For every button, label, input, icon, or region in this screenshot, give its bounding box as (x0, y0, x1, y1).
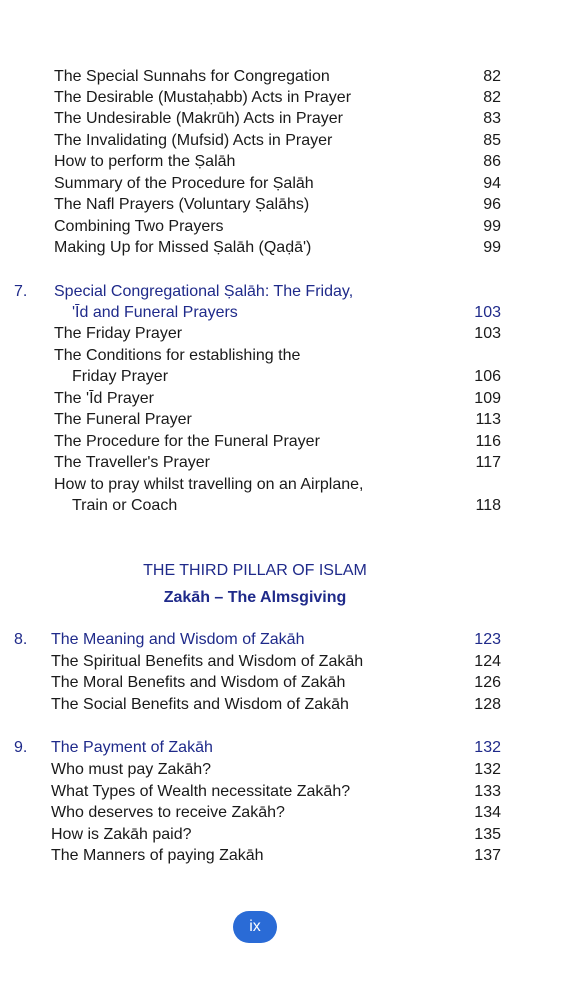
toc-entry (0, 495, 585, 517)
toc-entry (0, 194, 585, 216)
chapter-page: 132 (474, 739, 501, 756)
toc-entry-page: 137 (474, 847, 501, 864)
toc-entry (0, 108, 585, 130)
toc-entry-page: 118 (475, 497, 501, 514)
toc-entry (0, 323, 585, 345)
toc-entry (0, 802, 585, 824)
toc-entry-title: The Conditions for establishing the (54, 347, 301, 364)
toc-entry-page: 96 (483, 196, 501, 213)
toc-entry (0, 781, 585, 803)
toc-entry-title: Who must pay Zakāh? (51, 761, 212, 778)
section-heading: THE THIRD PILLAR OF ISLAM (143, 562, 367, 579)
chapter-page: 123 (474, 631, 501, 648)
chapter-heading (0, 281, 585, 303)
toc-entry-title: Friday Prayer (72, 368, 169, 385)
toc-entry-title: The Invalidating (Mufsid) Acts in Prayer (54, 132, 333, 149)
toc-entry-page: 126 (474, 674, 501, 691)
toc-entry (0, 237, 585, 259)
toc-entry-page: 116 (475, 433, 501, 450)
toc-entry-title: Making Up for Missed Ṣalāh (Qaḍā') (54, 239, 312, 256)
toc-entry-title: What Types of Wealth necessitate Zakāh? (51, 783, 351, 800)
toc-entry (0, 366, 585, 388)
toc-entry (0, 173, 585, 195)
page-number-badge: ix (233, 911, 277, 943)
toc-entry-title: The Spiritual Benefits and Wisdom of Zakāh (51, 653, 364, 670)
toc-entry (0, 845, 585, 867)
toc-entry (0, 651, 585, 673)
toc-entry-page: 134 (474, 804, 501, 821)
toc-entry-page: 132 (474, 761, 501, 778)
toc-entry (0, 694, 585, 716)
chapter-title: The Payment of Zakāh (51, 739, 213, 756)
toc-entry-page: 133 (474, 783, 501, 800)
toc-entry-page: 109 (474, 390, 501, 407)
section-subheading-text: Zakāh – The Almsgiving (163, 589, 347, 606)
chapter-title: Special Congregational Ṣalāh: The Friday, (54, 283, 354, 300)
toc-entry (0, 759, 585, 781)
chapter-title: 'Īd and Funeral Prayers (72, 304, 238, 321)
toc-entry-page: 82 (483, 89, 501, 106)
toc-entry-page: 113 (475, 411, 501, 428)
toc-entry-title: The Nafl Prayers (Voluntary Ṣalāhs) (54, 196, 310, 213)
chapter-number: 8. (14, 631, 28, 648)
toc-entry-title: The Friday Prayer (54, 325, 183, 342)
toc-entry-title: Combining Two Prayers (54, 218, 224, 235)
toc-entry-page: 99 (483, 239, 501, 256)
toc-entry-title: The Procedure for the Funeral Prayer (54, 433, 320, 450)
toc-entry-page: 135 (474, 826, 501, 843)
toc-entry-page: 85 (483, 132, 501, 149)
toc-entry-page: 128 (474, 696, 501, 713)
toc-entry-title: The Funeral Prayer (54, 411, 192, 428)
toc-entry (0, 474, 585, 496)
toc-entry (0, 388, 585, 410)
chapter-number: 7. (14, 283, 28, 300)
chapter-page: 103 (474, 304, 501, 321)
toc-entry-title: The 'Īd Prayer (54, 390, 154, 407)
toc-entry-title: The Special Sunnahs for Congregation (54, 68, 330, 85)
toc-entry (0, 452, 585, 474)
toc-entry (0, 345, 585, 367)
toc-entry (0, 216, 585, 238)
toc-entry (0, 409, 585, 431)
toc-entry (0, 87, 585, 109)
toc-entry (0, 130, 585, 152)
toc-entry-page: 82 (483, 68, 501, 85)
toc-entry-title: The Traveller's Prayer (54, 454, 210, 471)
toc-entry-page: 94 (483, 175, 501, 192)
toc-entry-title: How is Zakāh paid? (51, 826, 192, 843)
toc-entry (0, 672, 585, 694)
toc-entry (0, 151, 585, 173)
toc-entry-title: Who deserves to receive Zakāh? (51, 804, 285, 821)
toc-entry-page: 83 (483, 110, 501, 127)
chapter-number: 9. (14, 739, 28, 756)
toc-entry-title: Train or Coach (72, 497, 178, 514)
toc-entry-title: The Undesirable (Makrūh) Acts in Prayer (54, 110, 343, 127)
chapter-heading (0, 629, 585, 651)
toc-entry (0, 66, 585, 88)
chapter-heading-continued (0, 302, 585, 324)
chapter-title: The Meaning and Wisdom of Zakāh (51, 631, 305, 648)
section-subheading (0, 587, 510, 609)
toc-entry-page: 106 (474, 368, 501, 385)
toc-entry (0, 431, 585, 453)
toc-entry-title: Summary of the Procedure for Ṣalāh (54, 175, 314, 192)
toc-entry-page: 124 (474, 653, 501, 670)
toc-entry-page: 103 (474, 325, 501, 342)
toc-entry-page: 86 (483, 153, 501, 170)
toc-entry-title: How to pray whilst travelling on an Airplane, (54, 476, 364, 493)
toc-entry-title: The Social Benefits and Wisdom of Zakāh (51, 696, 349, 713)
chapter-heading (0, 737, 585, 759)
toc-entry (0, 824, 585, 846)
toc-entry-title: The Moral Benefits and Wisdom of Zakāh (51, 674, 346, 691)
toc-entry-page: 117 (475, 454, 501, 471)
toc-entry-title: How to perform the Ṣalāh (54, 153, 236, 170)
toc-entry-title: The Desirable (Mustaḥabb) Acts in Prayer (54, 89, 352, 106)
toc-entry-title: The Manners of paying Zakāh (51, 847, 264, 864)
toc-entry-page: 99 (483, 218, 501, 235)
